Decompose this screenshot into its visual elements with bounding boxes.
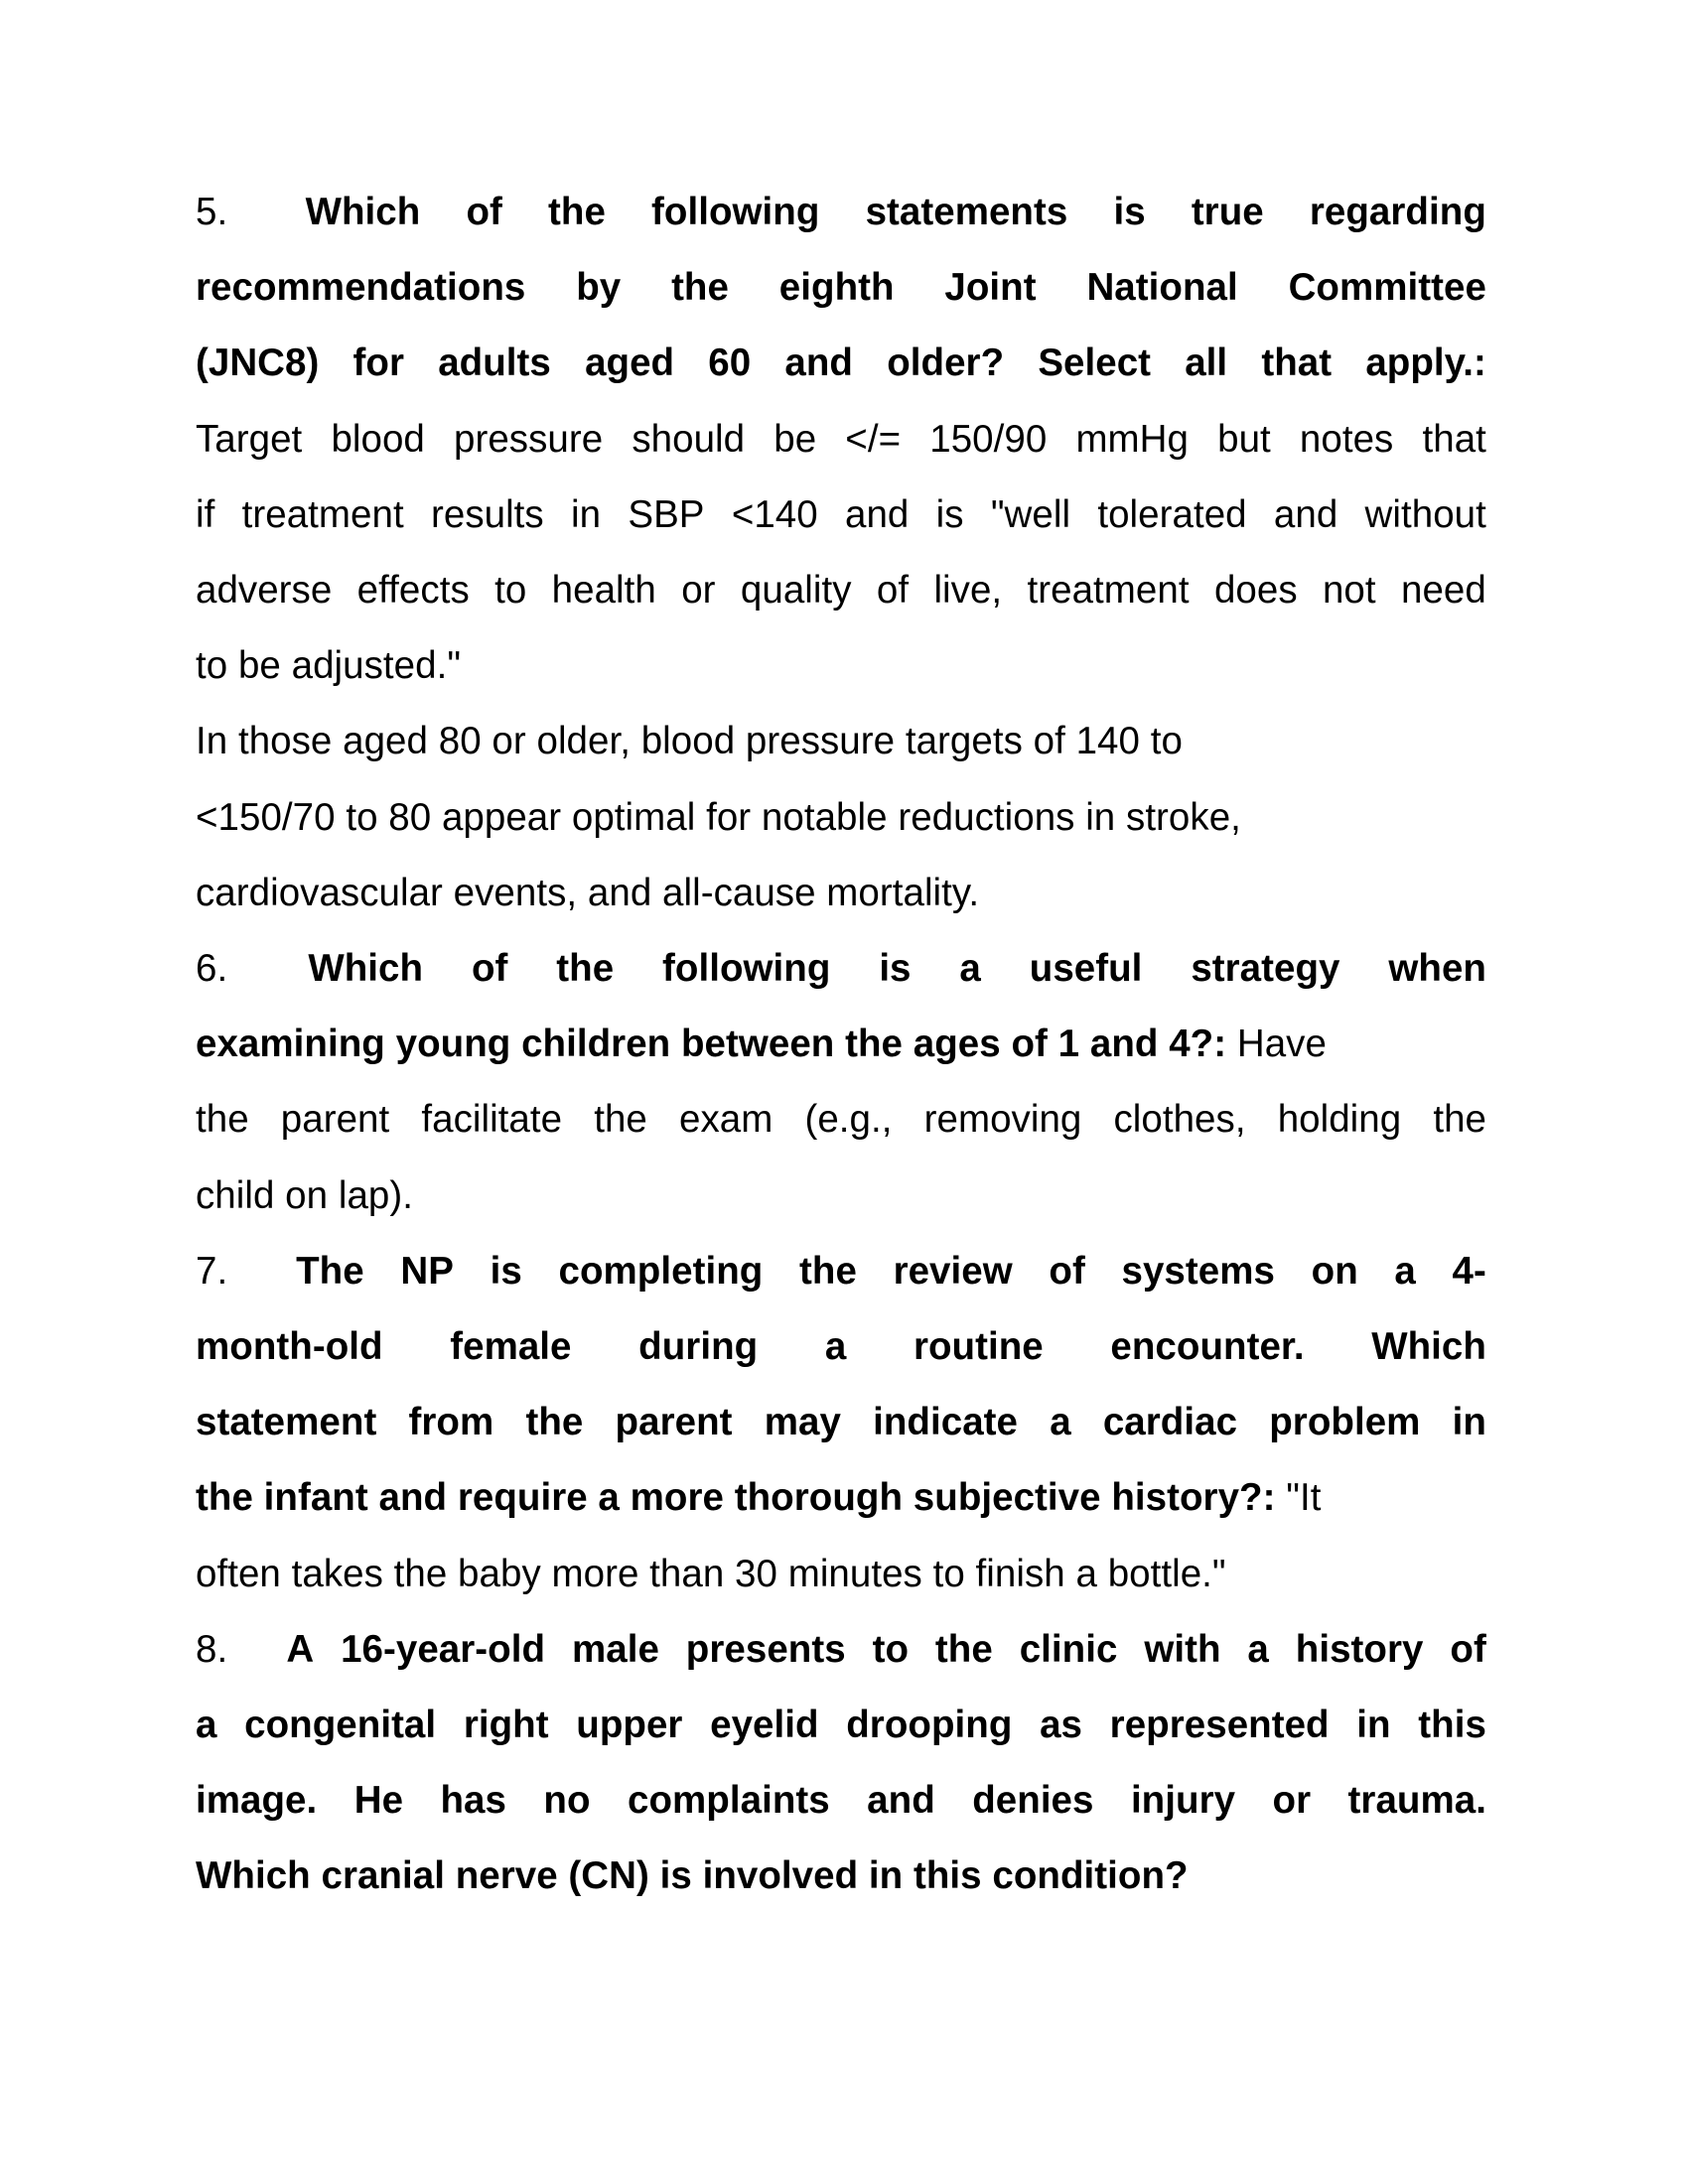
word: a (196, 1704, 217, 1747)
word: and (867, 1779, 935, 1823)
word: with (1144, 1627, 1221, 1671)
question-line (196, 553, 1486, 628)
word: female (450, 1325, 572, 1369)
word: adverse (196, 569, 333, 613)
word: during (638, 1325, 759, 1369)
word: eyelid (710, 1704, 819, 1747)
question-number: 8. (196, 1627, 260, 1671)
word: may (764, 1401, 841, 1444)
word: the (556, 947, 615, 991)
word: Joint (944, 266, 1037, 310)
word: systems (1121, 1249, 1275, 1293)
word: routine (913, 1325, 1044, 1369)
word: regarding (1309, 191, 1486, 233)
stem-fragment: examining young children between the ages of 1 and 4?: (196, 1023, 1227, 1066)
word: 150/90 (929, 417, 1048, 461)
word: when (1388, 947, 1486, 991)
word: injury (1130, 1779, 1236, 1823)
word: history (1295, 1627, 1424, 1671)
word: and (845, 492, 910, 536)
word: but (1217, 417, 1271, 461)
question-line (196, 1612, 1486, 1688)
word: effects (356, 569, 470, 613)
question-line (196, 1537, 1486, 1612)
word: eighth (778, 266, 895, 310)
word: the (525, 1401, 584, 1444)
word: the (548, 191, 606, 233)
word: parent (615, 1401, 733, 1444)
word: a (1394, 1249, 1416, 1293)
word: adults (438, 341, 551, 385)
word: in (571, 492, 602, 536)
word: strategy (1191, 947, 1340, 991)
line-text: In those aged 80 or older, blood pressure targets of 140 to (196, 720, 1183, 763)
word: presents (685, 1627, 846, 1671)
word: Target (196, 417, 303, 461)
word: in (1452, 1401, 1486, 1444)
word: live, (933, 569, 1003, 613)
question-line (196, 1385, 1486, 1460)
question-line (196, 250, 1486, 326)
word: encounter. (1110, 1325, 1305, 1369)
word: a (1247, 1627, 1269, 1671)
word: useful (1029, 947, 1143, 991)
word: to (872, 1627, 910, 1671)
word: on (1311, 1249, 1358, 1293)
word: a (1050, 1401, 1071, 1444)
word: NP (400, 1249, 454, 1293)
word: no (543, 1779, 591, 1823)
word: and (1273, 492, 1338, 536)
word: month-old (196, 1325, 383, 1369)
word: blood (331, 417, 425, 461)
word: of (1450, 1627, 1486, 1671)
word: male (571, 1627, 659, 1671)
word: Which (305, 191, 421, 233)
word: </= (845, 417, 902, 461)
word: a (959, 947, 981, 991)
word: from (408, 1401, 494, 1444)
word: image. (196, 1779, 318, 1823)
word: The (296, 1249, 364, 1293)
answer-fragment: Have (1226, 1023, 1327, 1066)
word: the (799, 1249, 857, 1293)
word: has (440, 1779, 506, 1823)
word: health (551, 569, 656, 613)
word: of (876, 569, 910, 613)
line-text: child on lap). (196, 1173, 413, 1217)
question-line (196, 1309, 1486, 1385)
word: "well (990, 492, 1071, 536)
word: represented (1109, 1704, 1330, 1747)
word: mmHg (1075, 417, 1189, 461)
word: trauma. (1347, 1779, 1486, 1823)
word: Select (1038, 341, 1152, 385)
word: completing (558, 1249, 764, 1293)
word: <140 (731, 492, 818, 536)
word: and (784, 341, 854, 385)
line-text: <150/70 to 80 appear optimal for notable reductions in stroke, (196, 795, 1241, 839)
word: parent (280, 1098, 390, 1142)
word: the (1433, 1098, 1486, 1142)
word: does (1213, 569, 1298, 613)
answer-fragment: "It (1275, 1476, 1322, 1520)
question-line (196, 1460, 1486, 1536)
word: cardiac (1102, 1401, 1238, 1444)
word: removing (923, 1098, 1082, 1142)
question-line (196, 326, 1486, 401)
word: in (1356, 1704, 1391, 1747)
word: National (1086, 266, 1238, 310)
word: of (466, 191, 502, 233)
word: be (774, 417, 817, 461)
word: need (1400, 569, 1486, 613)
question-line (196, 628, 1486, 704)
question-line (196, 1082, 1486, 1158)
word: complaints (628, 1779, 830, 1823)
word: is (879, 947, 912, 991)
word: not (1322, 569, 1376, 613)
question-number: 6. (196, 947, 260, 991)
word: Which (1371, 1325, 1486, 1369)
word: without (1364, 492, 1486, 536)
word: indicate (873, 1401, 1018, 1444)
word: upper (576, 1704, 683, 1747)
word: for (352, 341, 405, 385)
question-line (196, 704, 1486, 779)
word: to (494, 569, 527, 613)
word: denies (972, 1779, 1094, 1823)
word: true (1191, 191, 1264, 233)
word: clothes, (1113, 1098, 1246, 1142)
word: 4- (1452, 1249, 1486, 1293)
question-line (196, 1007, 1486, 1082)
word: 16-year-old (341, 1627, 546, 1671)
line-text: Which cranial nerve (CN) is involved in this condition? (196, 1854, 1189, 1898)
word: drooping (846, 1704, 1013, 1747)
word: by (576, 266, 622, 310)
question-line (196, 478, 1486, 553)
word: this (1418, 1704, 1486, 1747)
question-list (196, 175, 1486, 1915)
word: pressure (454, 417, 604, 461)
word: He (353, 1779, 404, 1823)
word: following (651, 191, 820, 233)
word: results (430, 492, 544, 536)
question-line (196, 1763, 1486, 1839)
line-text: often takes the baby more than 30 minutes to finish a bottle." (196, 1552, 1226, 1595)
word: following (662, 947, 831, 991)
word: notes (1299, 417, 1394, 461)
word: (JNC8) (196, 341, 320, 385)
word: exam (679, 1098, 774, 1142)
word: Which (308, 947, 424, 991)
stem-fragment: the infant and require a more thorough subjective history?: (196, 1476, 1276, 1520)
word: is (490, 1249, 522, 1293)
question-line (196, 175, 1486, 250)
question-line (196, 931, 1486, 1007)
word: review (893, 1249, 1013, 1293)
word: the (671, 266, 729, 310)
word: all (1185, 341, 1228, 385)
word: is (1113, 191, 1146, 233)
word: that (1261, 341, 1333, 385)
line-text: to be adjusted." (196, 644, 462, 688)
word: the (196, 1098, 249, 1142)
word: treatment (241, 492, 404, 536)
word: quality (740, 569, 852, 613)
word: of (471, 947, 508, 991)
question-line (196, 1159, 1486, 1234)
word: that (1422, 417, 1486, 461)
question-line (196, 856, 1486, 931)
word: a (824, 1325, 847, 1369)
word: A (286, 1627, 315, 1671)
word: if (196, 492, 215, 536)
word: clinic (1019, 1627, 1118, 1671)
word: older? (887, 341, 1005, 385)
word: as (1040, 1704, 1083, 1747)
word: right (463, 1704, 549, 1747)
line-text (196, 1023, 1327, 1065)
word: treatment (1027, 569, 1190, 613)
question-line (196, 780, 1486, 856)
word: should (632, 417, 746, 461)
word: the (594, 1098, 647, 1142)
word: congenital (244, 1704, 437, 1747)
word: Committee (1288, 266, 1486, 310)
word: 60 (708, 341, 752, 385)
question-line (196, 402, 1486, 478)
word: or (681, 569, 716, 613)
word: SBP (628, 492, 705, 536)
question-number: 5. (196, 191, 260, 233)
word: is (935, 492, 964, 536)
word: aged (585, 341, 675, 385)
line-text: cardiovascular events, and all-cause mortality. (196, 871, 980, 914)
question-line (196, 1234, 1486, 1309)
word: (e.g., (804, 1098, 893, 1142)
word: of (1049, 1249, 1085, 1293)
word: facilitate (421, 1098, 563, 1142)
word: statements (865, 191, 1068, 233)
word: holding (1277, 1098, 1402, 1142)
question-line (196, 1839, 1486, 1914)
word: apply.: (1365, 341, 1486, 385)
word: the (934, 1627, 993, 1671)
question-line (196, 1688, 1486, 1763)
word: statement (196, 1401, 377, 1444)
word: or (1272, 1779, 1312, 1823)
word: problem (1269, 1401, 1421, 1444)
word: recommendations (196, 266, 526, 310)
document-body (196, 175, 1486, 1915)
line-text (196, 1476, 1321, 1519)
question-number: 7. (196, 1249, 260, 1293)
word: tolerated (1097, 492, 1247, 536)
